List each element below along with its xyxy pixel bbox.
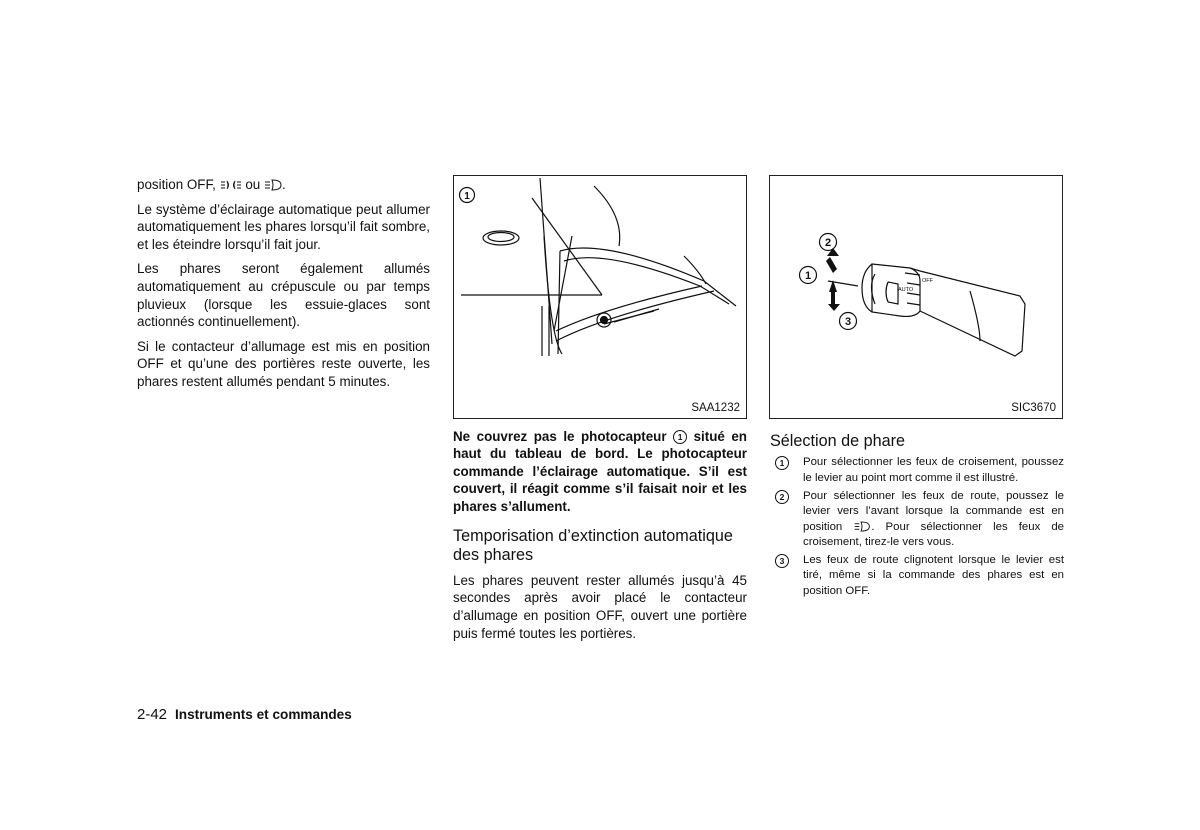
section-heading-delay: Temporisation d’extinction automatique des phares <box>453 527 733 565</box>
list-item <box>770 489 1064 550</box>
p1-mid: ou <box>245 177 261 192</box>
figure-photosensor <box>453 175 747 419</box>
list-item <box>770 553 1064 599</box>
warning-prefix: Ne couvrez pas le photocapteur <box>453 429 667 444</box>
switch-label-auto: AUTO <box>898 287 914 293</box>
text-column-1 <box>137 176 430 398</box>
callout-1-label: 1 <box>464 191 470 202</box>
paragraph-ignition-off: Si le contacteur d’allumage est mis en position OFF et qu’une des portières reste ouverte, les phares restent allumés pendant 5 minutes. <box>137 338 430 389</box>
photosensor-warning <box>453 428 747 515</box>
step-number: 1 <box>775 456 789 470</box>
parking-light-icon <box>220 179 242 191</box>
text-column-3 <box>770 432 1064 602</box>
step-text: Les feux de route clignotent lorsque le levier est tiré, même si la commande des phares est en position OFF. <box>803 554 1064 597</box>
step-number: 2 <box>775 490 789 504</box>
headlight-icon <box>264 179 282 191</box>
paragraph-auto-system: Le système d’éclairage automatique peut allumer automatiquement les phares lorsqu’il fait sombre, et les éteindre lorsqu’il fait jour. <box>137 201 430 252</box>
figure-code: SAA1232 <box>691 402 740 414</box>
paragraph-dusk: Les phares seront également allumés automatiquement au crépuscule ou par temps pluvieux (lorsque les essuie-glaces sont actionnés continuellement). <box>137 261 430 330</box>
section-heading-selection: Sélection de phare <box>770 432 905 450</box>
page-footer <box>137 706 352 723</box>
list-item <box>770 455 1064 486</box>
p1-prefix: position OFF, <box>137 177 216 192</box>
step-number: 3 <box>775 554 789 568</box>
paragraph-position-off <box>137 176 430 194</box>
callout-1-label: 1 <box>804 270 812 282</box>
step-text: Pour sélectionner les feux de route, poussez le levier vers l’avant lorsque la commande est en position <box>803 490 1064 533</box>
dashboard-illustration <box>454 176 746 418</box>
step-text: . Pour sélectionner les feux de croisement, tirez-le vers vous. <box>803 520 1064 548</box>
callout-1-marker: 1 <box>673 430 687 444</box>
lever-illustration <box>770 176 1062 418</box>
warning-rest: situé en haut du tableau de bord. Le photocapteur commande l’éclairage automatique. S’il est couvert, il réagit comme s’il faisait noir et les phares s’allument. <box>453 429 747 514</box>
step-text: Pour sélectionner les feux de croisement, poussez le levier au point mort comme il est illustré. <box>803 456 1064 484</box>
callout-3-label: 3 <box>844 316 852 328</box>
p1-end: . <box>282 177 286 192</box>
headlight-icon <box>853 521 871 532</box>
section-title: Instruments et commandes <box>175 707 352 722</box>
switch-label-off: OFF <box>922 278 933 284</box>
page-number: 2-42 <box>137 706 168 723</box>
callout-2-label: 2 <box>824 237 832 249</box>
figure-lever <box>769 175 1063 419</box>
text-column-2 <box>453 428 747 642</box>
figure-code: SIC3670 <box>1011 402 1056 414</box>
step-list <box>770 455 1064 599</box>
paragraph-delay: Les phares peuvent rester allumés jusqu’à 45 secondes après avoir placé le contacteur d’allumage en position OFF, ouvert une portière puis fermé toutes les portières. <box>453 572 747 641</box>
